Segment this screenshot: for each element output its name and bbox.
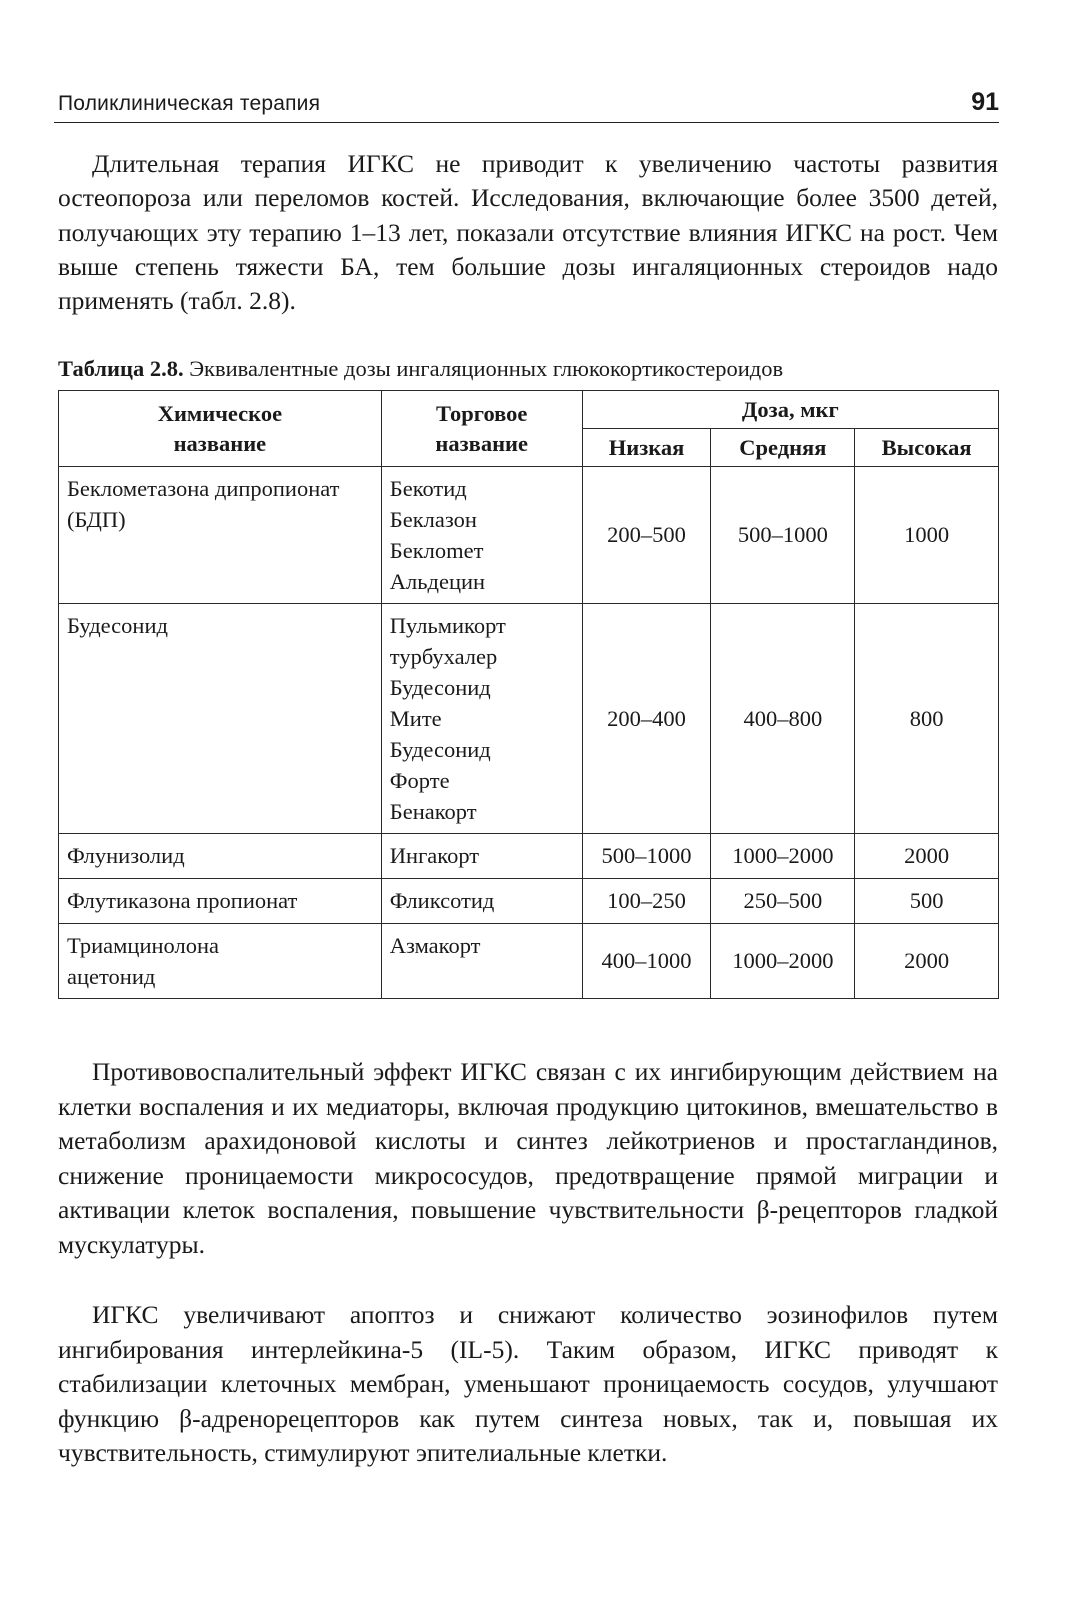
cell-dose-medium: 1000–2000 (711, 924, 855, 999)
running-header-title: Поликлиническая терапия (58, 92, 321, 115)
cell-chemical: Будесонид (59, 604, 382, 834)
trade-name: Азмакорт (389, 933, 481, 958)
header-dose: Доза, мкг (582, 391, 998, 429)
cell-dose-high: 1000 (855, 467, 999, 604)
trade-name: Бенакорт (389, 799, 477, 824)
equivalent-doses-table (58, 390, 999, 999)
table-row (59, 879, 999, 924)
cell-trade (381, 604, 582, 834)
cell-chemical: Флутиказона пропионат (59, 879, 382, 924)
trade-name: Будесонид (389, 675, 491, 700)
cell-dose-low: 200–400 (582, 604, 711, 834)
cell-chemical: Беклометазона дипропионат (БДП) (59, 467, 382, 604)
header-dose-high: Высокая (855, 429, 999, 467)
cell-trade (381, 924, 582, 999)
trade-name: Беклазон (389, 507, 477, 532)
trade-name: Фликсотид (389, 888, 495, 913)
paragraph-igks-bone-growth: Длительная терапия ИГКС не приводит к увеличению частоты развития остеопороза или переломов костей. Исследования, включающие более 3500 детей, получающих эту терапию 1–13 лет, показали отсутствие влияния ИГКС на рост. Чем выше степень тяжести БА, тем большие дозы ингаляционных стероидов надо применять (табл. 2.8). (58, 149, 998, 316)
cell-dose-low: 400–1000 (582, 924, 711, 999)
table-row (59, 924, 999, 999)
header-trade-name: Торговое название (381, 391, 582, 467)
trade-name: Пульмикорт (389, 613, 506, 638)
page-number: 91 (971, 88, 999, 116)
trade-name: Беклomет (389, 538, 484, 563)
trade-name: Мите (389, 706, 442, 731)
header-chemical-name: Химическое название (59, 391, 382, 467)
trade-name: турбухалер (389, 644, 498, 669)
trade-name: Ингакорт (389, 843, 480, 868)
table-caption-label: Таблица 2.8. (58, 356, 184, 381)
cell-dose-medium: 1000–2000 (711, 834, 855, 879)
paragraph-apoptosis-eosinophils: ИГКС увеличивают апоптоз и снижают количество эозинофилов путем ингибирования интерлейкина-5 (IL-5). Таким образом, ИГКС приводят к стабилизации клеточных мембран, уменьшают проницаемость сосудов, улучшают функцию β-адренорецепторов как путем синтеза новых, так и, повышая их чувствительность, стимулируют эпителиальные клетки. (58, 1300, 998, 1468)
cell-trade (381, 834, 582, 879)
trade-name: Альдецин (389, 569, 486, 594)
header-dose-medium: Средняя (711, 429, 855, 467)
cell-chemical: Флунизолид (59, 834, 382, 879)
cell-dose-medium: 400–800 (711, 604, 855, 834)
cell-trade (381, 467, 582, 604)
table-row (59, 467, 999, 604)
cell-dose-medium: 500–1000 (711, 467, 855, 604)
cell-dose-low: 200–500 (582, 467, 711, 604)
cell-dose-low: 100–250 (582, 879, 711, 924)
cell-dose-high: 2000 (855, 924, 999, 999)
cell-dose-low: 500–1000 (582, 834, 711, 879)
running-header (54, 88, 999, 123)
trade-name: Бекотид (389, 476, 467, 501)
header-dose-low: Низкая (582, 429, 711, 467)
cell-dose-high: 500 (855, 879, 999, 924)
cell-trade (381, 879, 582, 924)
table-caption-text: Эквивалентные дозы ингаляционных глюкокортикостероидов (189, 356, 784, 381)
cell-dose-high: 2000 (855, 834, 999, 879)
table-row (59, 604, 999, 834)
trade-name: Будесонид (389, 737, 491, 762)
paragraph-anti-inflammatory-effect: Противовоспалительный эффект ИГКС связан с их ингибирующим действием на клетки воспаления и их медиаторы, включая продукцию цитокинов, вмешательство в метаболизм арахидоновой кислоты и синтез лейкотриенов и простагландинов, снижение проницаемости микрососудов, предотвращение прямой миграции и активации клеток воспаления, повышение чувствительности β-рецепторов гладкой мускулатуры. (58, 1057, 998, 1259)
table-row (59, 834, 999, 879)
cell-chemical: Триамцинолона ацетонид (59, 924, 382, 999)
table-caption (58, 356, 1003, 382)
cell-dose-medium: 250–500 (711, 879, 855, 924)
trade-name: Форте (389, 768, 450, 793)
cell-dose-high: 800 (855, 604, 999, 834)
